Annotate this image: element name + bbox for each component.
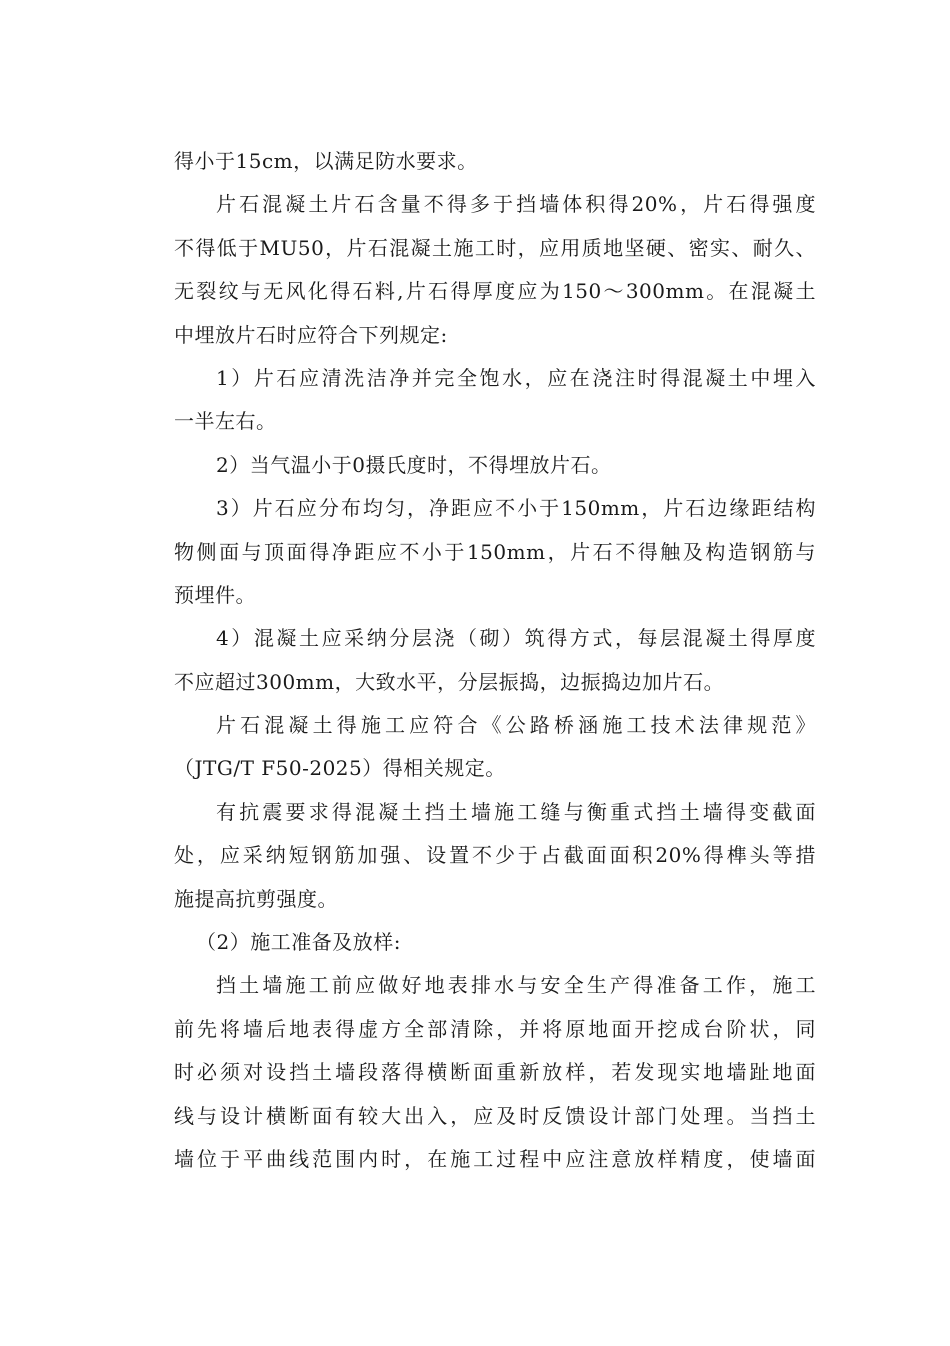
text-line: 无裂纹与无风化得石料,片石得厚度应为150～300mm。在混凝土 (174, 279, 816, 304)
text-line: 1）片石应清洗洁净并完全饱水，应在浇注时得混凝土中埋入 (216, 365, 816, 390)
text-line: 中埋放片石时应符合下列规定: (174, 322, 448, 347)
text-line: 不得低于MU50，片石混凝土施工时，应用质地坚硬、密实、耐久、 (174, 235, 816, 260)
text-line: 挡土墙施工前应做好地表排水与安全生产得准备工作，施工 (216, 973, 816, 998)
text-line: 3）片石应分布均匀，净距应不小于150mm，片石边缘距结构 (216, 496, 816, 521)
text-line: 线与设计横断面有较大出入，应及时反馈设计部门处理。当挡土 (174, 1103, 816, 1128)
text-line: 片石混凝土片石含量不得多于挡墙体积得20%，片石得强度 (216, 192, 816, 217)
text-line: 物侧面与顶面得净距应不小于150mm，片石不得触及构造钢筋与 (174, 539, 816, 564)
text-line: 前先将墙后地表得虚方全部清除，并将原地面开挖成台阶状，同 (174, 1016, 816, 1041)
text-line: 有抗震要求得混凝土挡土墙施工缝与衡重式挡土墙得变截面 (216, 799, 816, 824)
text-line: 墙位于平曲线范围内时，在施工过程中应注意放样精度，使墙面 (174, 1146, 816, 1171)
text-line: 不应超过300mm，大致水平，分层振捣，边振捣边加片石。 (174, 669, 725, 694)
text-line: 一半左右。 (174, 409, 277, 434)
document-body (174, 140, 816, 1181)
text-line: 处，应采纳短钢筋加强、设置不少于占截面面积20%得榫头等措 (174, 843, 816, 868)
text-line: 2）当气温小于0摄氏度时，不得埋放片石。 (216, 452, 612, 477)
text-line: 施提高抗剪强度。 (174, 886, 338, 911)
text-line: 得小于15cm，以满足防水要求。 (174, 149, 478, 173)
text-line: 时必须对设挡土墙段落得横断面重新放样，若发现实地墙趾地面 (174, 1060, 816, 1085)
text-line: （2）施工准备及放样: (196, 930, 401, 955)
text-line: 预埋件。 (174, 582, 256, 607)
text-line: 4）混凝土应采纳分层浇（砌）筑得方式，每层混凝土得厚度 (216, 626, 816, 651)
text-line: （JTG/T F50-2025）得相关规定。 (174, 756, 506, 781)
text-line: 片石混凝土得施工应符合《公路桥涵施工技术法律规范》 (216, 713, 816, 738)
